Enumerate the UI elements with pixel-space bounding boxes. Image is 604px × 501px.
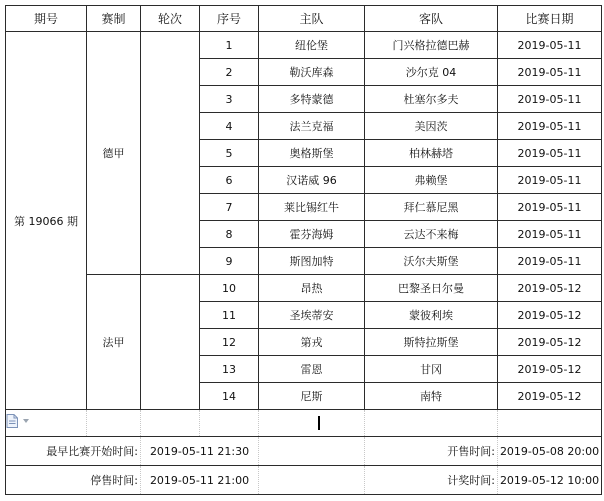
match-home: 斯图加特 xyxy=(259,248,365,275)
match-home: 多特蒙德 xyxy=(259,86,365,113)
text-cursor xyxy=(318,416,320,430)
info-value: 2019-05-12 10:00 xyxy=(498,466,602,495)
blank-cell xyxy=(259,410,365,437)
match-date: 2019-05-12 xyxy=(498,356,602,383)
blank-cell xyxy=(87,410,141,437)
match-away: 沃尔夫斯堡 xyxy=(365,248,498,275)
match-home: 法兰克福 xyxy=(259,113,365,140)
issue-cell: 第 19066 期 xyxy=(6,32,87,410)
match-away: 门兴格拉德巴赫 xyxy=(365,32,498,59)
match-home: 莱比锡红牛 xyxy=(259,194,365,221)
blank-row[interactable] xyxy=(6,410,602,437)
info-label: 开售时间: xyxy=(365,437,498,466)
match-home: 尼斯 xyxy=(259,383,365,410)
match-date: 2019-05-11 xyxy=(498,140,602,167)
header-seq: 序号 xyxy=(200,6,259,32)
document-icon[interactable] xyxy=(6,414,18,428)
match-seq: 9 xyxy=(200,248,259,275)
match-home: 雷恩 xyxy=(259,356,365,383)
header-date: 比赛日期 xyxy=(498,6,602,32)
match-date: 2019-05-11 xyxy=(498,113,602,140)
match-seq: 2 xyxy=(200,59,259,86)
match-seq: 8 xyxy=(200,221,259,248)
match-away: 弗赖堡 xyxy=(365,167,498,194)
match-seq: 13 xyxy=(200,356,259,383)
header-row xyxy=(6,6,602,32)
match-date: 2019-05-12 xyxy=(498,383,602,410)
match-away: 云达不来梅 xyxy=(365,221,498,248)
match-home: 汉诺威 96 xyxy=(259,167,365,194)
match-seq: 12 xyxy=(200,329,259,356)
league-cell: 德甲 xyxy=(87,32,141,275)
header-home: 主队 xyxy=(259,6,365,32)
header-round: 轮次 xyxy=(141,6,200,32)
match-date: 2019-05-11 xyxy=(498,221,602,248)
match-away: 蒙彼利埃 xyxy=(365,302,498,329)
match-away: 沙尔克 04 xyxy=(365,59,498,86)
match-home: 昂热 xyxy=(259,275,365,302)
match-seq: 10 xyxy=(200,275,259,302)
info-value: 2019-05-11 21:00 xyxy=(141,466,259,495)
match-seq: 5 xyxy=(200,140,259,167)
match-seq: 3 xyxy=(200,86,259,113)
blank-cell xyxy=(200,410,259,437)
match-seq: 11 xyxy=(200,302,259,329)
match-home: 奥格斯堡 xyxy=(259,140,365,167)
match-date: 2019-05-11 xyxy=(498,248,602,275)
league-cell: 法甲 xyxy=(87,275,141,410)
match-seq: 6 xyxy=(200,167,259,194)
match-home: 第戎 xyxy=(259,329,365,356)
match-away: 拜仁慕尼黑 xyxy=(365,194,498,221)
match-away: 柏林赫塔 xyxy=(365,140,498,167)
blank-cell xyxy=(498,410,602,437)
match-away: 杜塞尔多夫 xyxy=(365,86,498,113)
match-away: 甘冈 xyxy=(365,356,498,383)
match-home: 纽伦堡 xyxy=(259,32,365,59)
match-date: 2019-05-12 xyxy=(498,329,602,356)
match-away: 南特 xyxy=(365,383,498,410)
dropdown-caret-icon[interactable] xyxy=(23,419,29,423)
info-spacer xyxy=(259,437,365,466)
match-seq: 1 xyxy=(200,32,259,59)
header-issue: 期号 xyxy=(6,6,87,32)
match-away: 巴黎圣日尔曼 xyxy=(365,275,498,302)
match-seq: 4 xyxy=(200,113,259,140)
match-away: 美因茨 xyxy=(365,113,498,140)
match-home: 霍芬海姆 xyxy=(259,221,365,248)
info-label: 最早比赛开始时间: xyxy=(6,437,141,466)
schedule-table xyxy=(5,5,602,495)
match-date: 2019-05-12 xyxy=(498,275,602,302)
match-date: 2019-05-12 xyxy=(498,302,602,329)
round-cell xyxy=(141,32,200,275)
info-label: 计奖时间: xyxy=(365,466,498,495)
header-away: 客队 xyxy=(365,6,498,32)
match-row xyxy=(6,275,602,302)
match-home: 勒沃库森 xyxy=(259,59,365,86)
match-seq: 7 xyxy=(200,194,259,221)
match-seq: 14 xyxy=(200,383,259,410)
match-date: 2019-05-11 xyxy=(498,194,602,221)
match-row xyxy=(6,32,602,59)
info-label: 停售时间: xyxy=(6,466,141,495)
match-away: 斯特拉斯堡 xyxy=(365,329,498,356)
blank-cell xyxy=(365,410,498,437)
match-home: 圣埃蒂安 xyxy=(259,302,365,329)
info-row-close xyxy=(6,466,602,495)
info-spacer xyxy=(259,466,365,495)
info-value: 2019-05-11 21:30 xyxy=(141,437,259,466)
match-date: 2019-05-11 xyxy=(498,167,602,194)
info-row-start xyxy=(6,437,602,466)
match-date: 2019-05-11 xyxy=(498,32,602,59)
match-date: 2019-05-11 xyxy=(498,59,602,86)
header-format: 赛制 xyxy=(87,6,141,32)
match-date: 2019-05-11 xyxy=(498,86,602,113)
round-cell xyxy=(141,275,200,410)
blank-cell xyxy=(141,410,200,437)
info-value: 2019-05-08 20:00 xyxy=(498,437,602,466)
